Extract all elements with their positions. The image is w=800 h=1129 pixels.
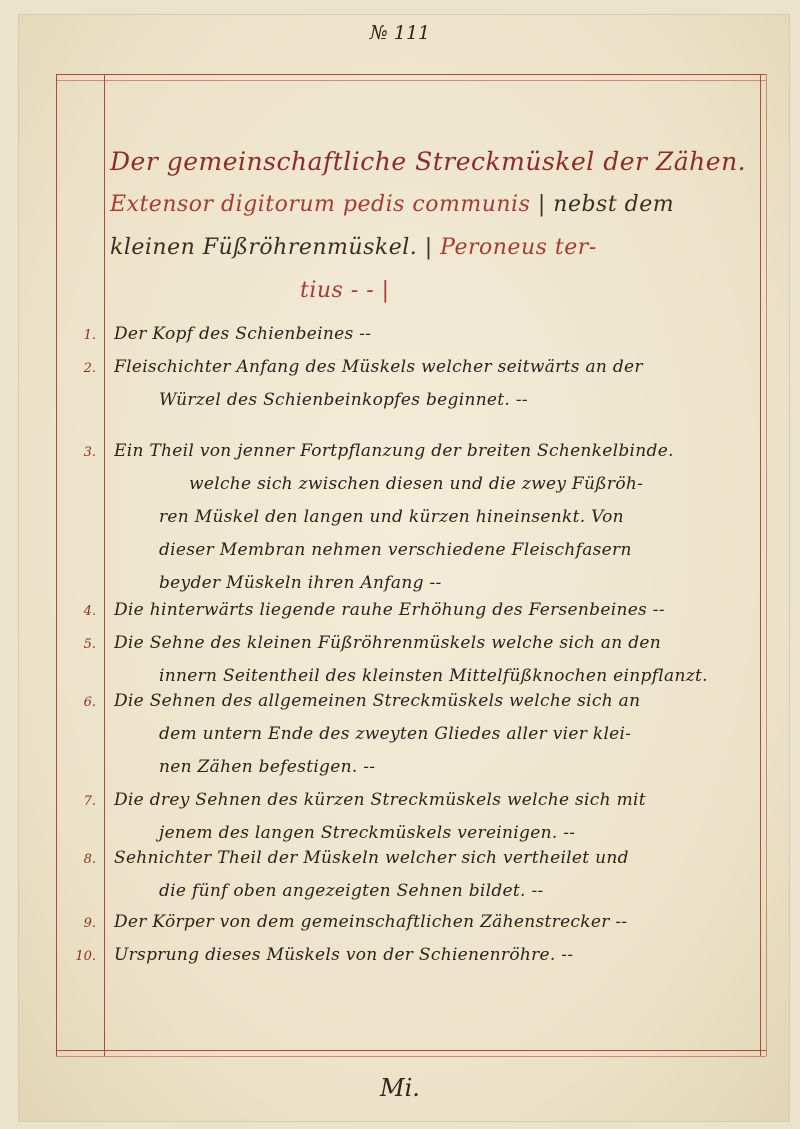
legend-item-line: welche sich zwischen diesen und die zwey Füßröh- (189, 474, 644, 494)
legend-item-line: Ursprung dieses Müskels von der Schienenröhre. ‐‐ (114, 945, 574, 965)
legend-item-number: 9. (83, 916, 96, 931)
frame-right-rule-inner (766, 74, 767, 1056)
frame-bottom-rule (56, 1050, 766, 1051)
legend-item-text (114, 784, 744, 850)
legend-item-line: Würzel des Schienbeinkopfes beginnet. ‐‐ (159, 390, 528, 410)
legend-item-text (114, 842, 744, 908)
title-latin-name: Extensor digitorum pedis communis (110, 192, 531, 217)
legend-item-line: beyder Müskeln ihren Anfang ‐‐ (159, 573, 442, 593)
frame-left-rule (56, 74, 57, 1056)
legend-item-line: jenem des langen Streckmüskels vereinigen. ‐‐ (159, 823, 576, 843)
legend-item-text (114, 318, 744, 351)
title-line-1: Der gemeinschaftliche Streckmüskel der Zähen. (110, 147, 747, 176)
title-german-name: kleinen Füßröhrenmüskel. | (110, 235, 433, 260)
legend-item-number: 10. (75, 949, 96, 964)
frame-left-rule-inner (104, 74, 105, 1056)
legend-item-number: 3. (83, 445, 96, 460)
legend-item-line: ren Müskel den langen und kürzen hineinsenkt. Von (159, 507, 624, 527)
legend-item-line: dieser Membran nehmen verschiedene Fleischfasern (159, 540, 632, 560)
legend-item-line: Die hinterwärts liegende rauhe Erhöhung des Fersenbeines ‐‐ (114, 600, 665, 620)
legend-item-number: 8. (83, 852, 96, 867)
frame-bottom-rule-inner (56, 1056, 766, 1057)
legend-item-line: die fünf oben angezeigten Sehnen bildet. ‐‐ (159, 881, 544, 901)
legend-item-line: Der Körper von dem gemeinschaftlichen Zähenstrecker ‐‐ (114, 912, 628, 932)
title-latin-peroneus: Peroneus ter- (440, 235, 597, 260)
page-number: № 111 (369, 22, 431, 44)
signature: Mi. (380, 1074, 420, 1102)
legend-item-line: Die Sehne des kleinen Füßröhrenmüskels welche sich an den (114, 633, 662, 653)
legend-item-number: 5. (83, 637, 96, 652)
legend-item-text (114, 685, 744, 784)
legend-item-text (114, 627, 744, 693)
title-line-3 (110, 226, 750, 269)
legend-item-number: 2. (83, 361, 96, 376)
legend-item-line: Sehnichter Theil der Müskeln welcher sich vertheilet und (114, 848, 629, 868)
title-latin-tertius: tius ‐ ‐ | (300, 278, 390, 303)
legend-item-line: Ein Theil von jenner Fortpflanzung der breiten Schenkelbinde. (114, 441, 674, 461)
legend-item-text (114, 351, 744, 417)
legend-item-line: Die Sehnen des allgemeinen Streckmüskels welche sich an (114, 691, 641, 711)
frame-top-rule (56, 74, 766, 75)
legend-item-text (114, 435, 744, 600)
legend-item-number: 1. (83, 328, 96, 343)
title-line-2 (110, 183, 750, 226)
legend-item-number: 6. (83, 695, 96, 710)
legend-item-line: Fleischichter Anfang des Müskels welcher seitwärts an der (114, 357, 643, 377)
legend-item-line: Der Kopf des Schienbeines ‐‐ (114, 324, 372, 344)
legend-item-number: 4. (83, 604, 96, 619)
frame-top-rule-inner (56, 80, 766, 81)
legend-item-number: 7. (83, 794, 96, 809)
legend-item-line: innern Seitentheil des kleinsten Mittelfüßknochen einpflanzt. (159, 666, 708, 686)
legend-item-line: dem untern Ende des zweyten Gliedes aller vier klei- (159, 724, 632, 744)
legend-item-text (114, 939, 744, 972)
legend-item-line: nen Zähen befestigen. ‐‐ (159, 757, 376, 777)
legend-item-text (114, 594, 744, 627)
frame-right-rule (760, 74, 761, 1056)
title-line-2-rest: | nebst dem (537, 192, 675, 217)
legend-item-line: Die drey Sehnen des kürzen Streckmüskels welche sich mit (114, 790, 646, 810)
plate-title (110, 140, 750, 312)
legend-item-text (114, 906, 744, 939)
title-line-4 (110, 269, 750, 312)
